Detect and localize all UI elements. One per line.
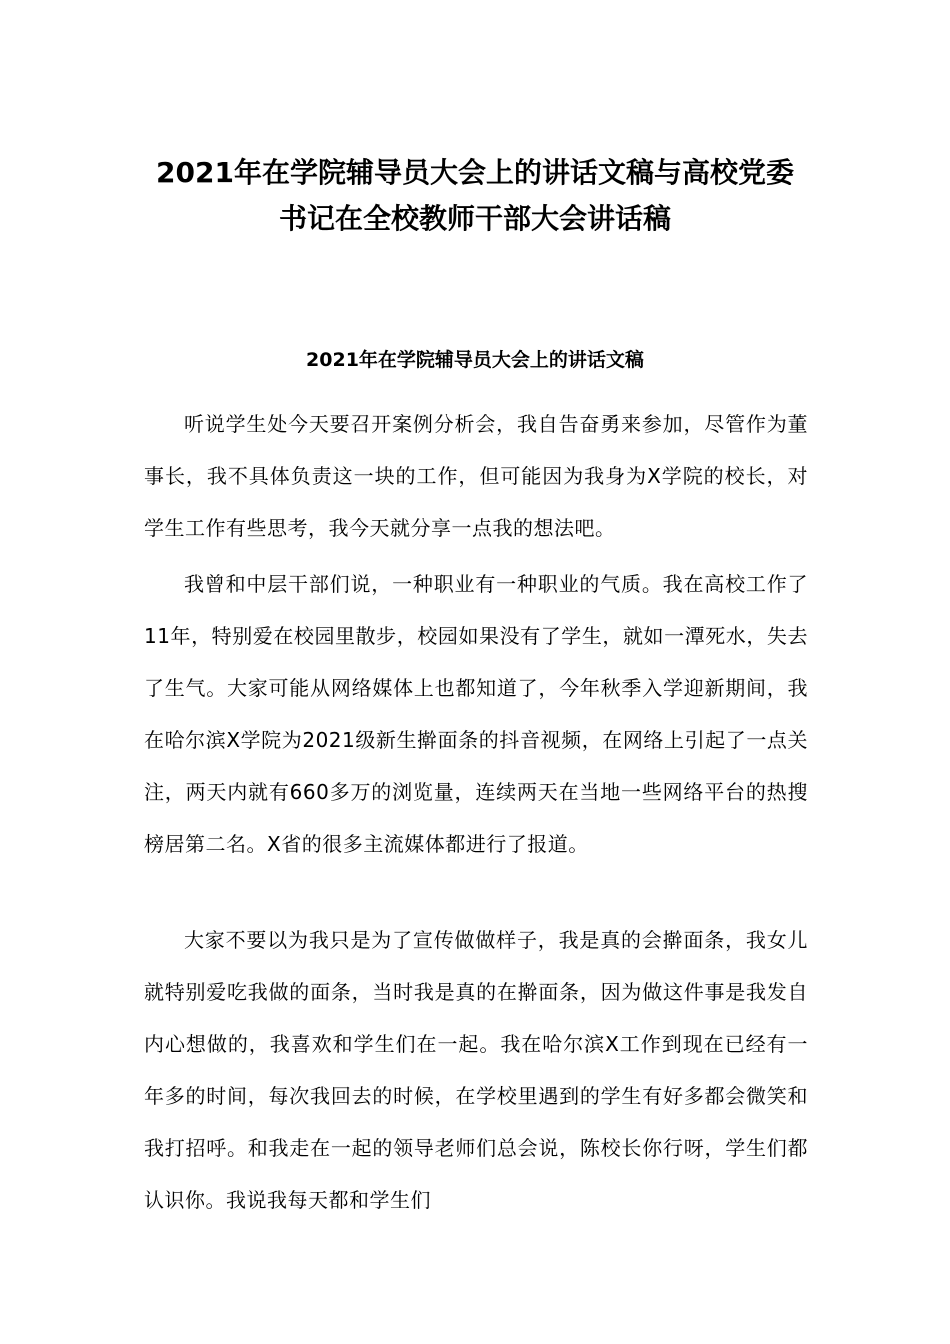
paragraph-3: 大家不要以为我只是为了宣传做做样子，我是真的会擀面条，我女儿就特别爱吃我做的面条，当时我是真的在擀面条，因为做这件事是我发自内心想做的，我喜欢和学生们在一起。我在哈尔滨X工作到现在已经有一年多的时间，每次我回去的时候，在学校里遇到的学生有好多都会微笑和我打招呼。和我走在一起的领导老师们总会说，陈校长你行呀，学生们都认识你。我说我每天都和学生们 xyxy=(144,928,808,1212)
paragraph-2: 我曾和中层干部们说，一种职业有一种职业的气质。我在高校工作了11年，特别爱在校园里散步，校园如果没有了学生，就如一潭死水，失去了生气。大家可能从网络媒体上也都知道了，今年秋季入学迎新期间，我在哈尔滨X学院为2021级新生擀面条的抖音视频，在网络上引起了一点关注，两天内就有660多万的浏览量，连续两天在当地一些网络平台的热搜榜居第二名。X省的很多主流媒体都进行了报道。 xyxy=(144,572,808,856)
document-title-line-2: 书记在全校教师干部大会讲话稿 xyxy=(278,202,671,235)
document-title xyxy=(120,150,830,242)
paragraph-1: 听说学生处今天要召开案例分析会，我自告奋勇来参加，尽管作为董事长，我不具体负责这一块的工作，但可能因为我身为X学院的校长，对学生工作有些思考，我今天就分享一点我的想法吧。 xyxy=(144,412,808,540)
section-title: 2021年在学院辅导员大会上的讲话文稿 xyxy=(306,349,644,371)
document-title-line-1: 2021年在学院辅导员大会上的讲话文稿与高校党委 xyxy=(156,156,794,189)
